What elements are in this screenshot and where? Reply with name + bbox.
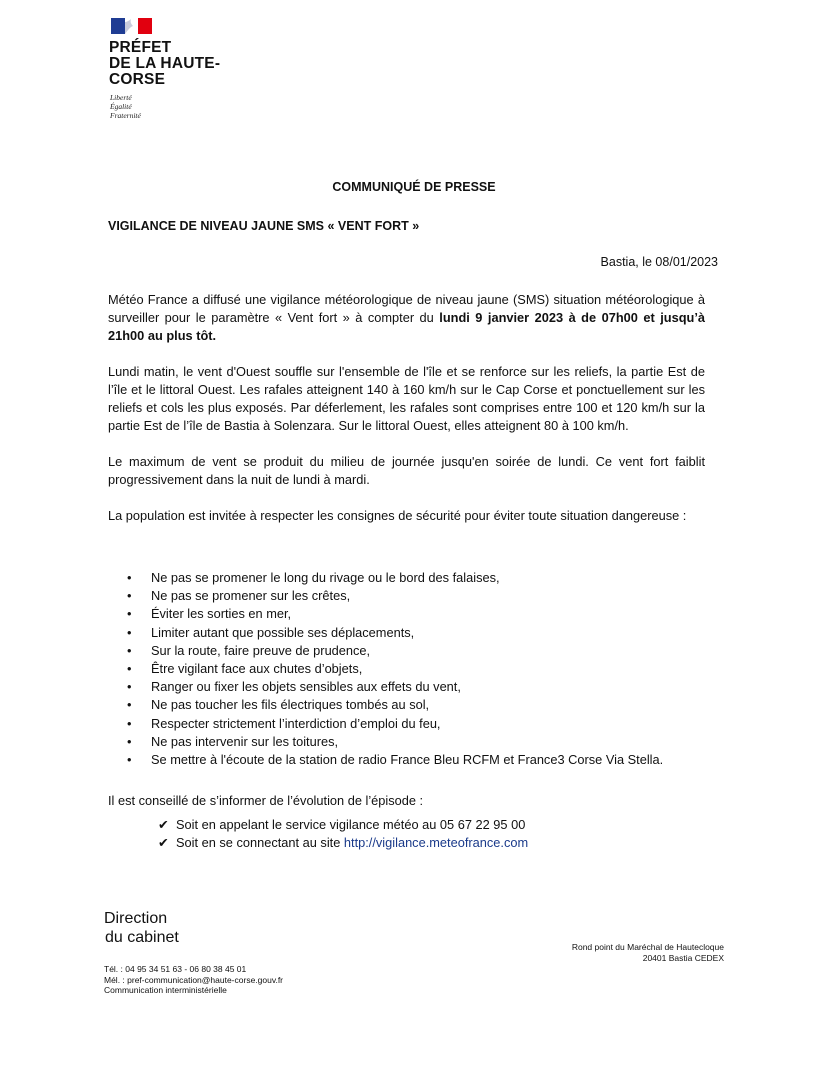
paragraph-announcement	[108, 291, 705, 345]
bullet-icon: •	[127, 642, 132, 658]
list-item-text: Limiter autant que possible ses déplacements,	[151, 624, 415, 640]
paragraph-forecast: Lundi matin, le vent d'Ouest souffle sur l'ensemble de l'île et se renforce sur les reliefs, la partie Est de l’île et le littoral Ouest. Les rafales atteignent 140 à 160 km/h sur le Cap Corse et ponctuellement sur les reliefs et cols les plus exposés. Par déferlement, les rafales sont comprises entre 100 et 120 km/h sur la partie Est de l’île de Bastia à Solenzara. Sur le littoral Ouest, elles atteignent 80 à 100 km/h.	[108, 364, 705, 433]
bullet-icon: •	[127, 679, 132, 695]
list-item-text: Ne pas se promener le long du rivage ou le bord des falaises,	[151, 570, 500, 585]
contact-service: Communication interministérielle	[104, 985, 227, 995]
list-item	[127, 605, 663, 623]
prefecture-line-3: CORSE	[109, 71, 166, 88]
list-item	[127, 660, 663, 678]
checkmark-icon: ✔	[158, 835, 169, 850]
direction-line-2: du cabinet	[105, 929, 179, 946]
list-item	[127, 715, 663, 733]
contact-phone: Tél. : 04 95 34 51 63 - 06 80 38 45 01	[104, 964, 247, 974]
bullet-icon: •	[127, 733, 132, 749]
prefecture-line-1: PRÉFET	[109, 39, 172, 56]
paragraph-wind-evolution: Le maximum de vent se produit du milieu de journée jusqu'en soirée de lundi. Ce vent fort faiblit progressivement dans la nuit de lundi à mardi.	[108, 454, 705, 487]
motto-fraternite: Fraternité	[110, 111, 141, 120]
check-item-website-text: Soit en se connectant au site	[176, 835, 344, 850]
list-item-text: Éviter les sorties en mer,	[151, 606, 292, 622]
paragraph-safety-intro: La population est invitée à respecter les consignes de sécurité pour éviter toute situation dangereuse :	[108, 508, 687, 523]
bullet-icon: •	[127, 588, 132, 604]
list-item-text: Se mettre à l'écoute de la station de radio France Bleu RCFM et France3 Corse Via Stella.	[151, 752, 664, 768]
bullet-icon: •	[127, 570, 132, 585]
info-checklist	[158, 816, 528, 852]
motto-egalite: Égalité	[110, 102, 132, 111]
dateline: Bastia, le 08/01/2023	[600, 255, 718, 269]
prefecture-line-2: DE LA HAUTE-	[109, 55, 221, 72]
announcement-text: Météo France a diffusé une vigilance météorologique de niveau jaune (SMS) situation météorologique à surveiller pour le paramètre « Vent fort » à compter du	[108, 292, 705, 325]
republic-motto	[110, 93, 141, 120]
motto-liberte: Liberté	[110, 93, 132, 102]
list-item	[127, 642, 663, 660]
check-item-phone-text: Soit en appelant le service vigilance météo au 05 67 22 95 00	[176, 817, 526, 832]
bullet-icon: •	[127, 715, 132, 731]
list-item	[127, 624, 663, 642]
list-item-text: Respecter strictement l’interdiction d’emploi du feu,	[151, 715, 441, 731]
address-line-2: 20401 Bastia CEDEX	[642, 953, 724, 963]
list-item-text: Ne pas toucher les fils électriques tombés au sol,	[151, 697, 430, 713]
bullet-icon: •	[127, 697, 132, 713]
document-title: COMMUNIQUÉ DE PRESSE	[332, 180, 496, 194]
bullet-icon: •	[127, 661, 132, 677]
contact-email: Mél. : pref-communication@haute-corse.gouv.fr	[104, 974, 284, 985]
check-item-website	[158, 834, 528, 852]
list-item	[127, 733, 663, 751]
address-line-1: Rond point du Maréchal de Hautecloque	[571, 942, 724, 952]
list-item	[127, 751, 663, 769]
prefecture-name	[109, 40, 220, 88]
announcement-bold-period: lundi 9 janvier 2023 à de 07h00 et jusqu’à 21h00 au plus tôt.	[108, 310, 705, 343]
list-item	[127, 678, 663, 696]
list-item	[127, 587, 663, 605]
bullet-icon: •	[127, 606, 132, 622]
vigilance-website-link[interactable]: http://vigilance.meteofrance.com	[343, 835, 529, 850]
checkmark-icon: ✔	[158, 817, 169, 832]
bullet-icon: •	[127, 624, 132, 640]
direction-du-cabinet	[104, 909, 179, 947]
list-item-text: Être vigilant face aux chutes d’objets,	[151, 661, 363, 677]
list-item-text: Ne pas intervenir sur les toitures,	[151, 733, 339, 749]
check-item-phone	[158, 816, 528, 834]
marianne-flag-logo	[111, 18, 152, 34]
list-item	[127, 569, 663, 587]
list-item-text: Ne pas se promener sur les crêtes,	[151, 588, 351, 604]
safety-tips-list	[127, 569, 663, 769]
list-item	[127, 696, 663, 714]
bullet-icon: •	[127, 752, 132, 768]
list-item-text: Ranger ou fixer les objets sensibles aux effets du vent,	[151, 679, 461, 695]
direction-line-1: Direction	[104, 910, 168, 927]
document-subject: VIGILANCE DE NIVEAU JAUNE SMS « VENT FORT »	[108, 219, 420, 233]
info-intro: Il est conseillé de s’informer de l’évolution de l’épisode :	[108, 793, 424, 808]
contact-details	[104, 964, 283, 996]
list-item-text: Sur la route, faire preuve de prudence,	[151, 642, 371, 658]
postal-address	[572, 942, 724, 964]
